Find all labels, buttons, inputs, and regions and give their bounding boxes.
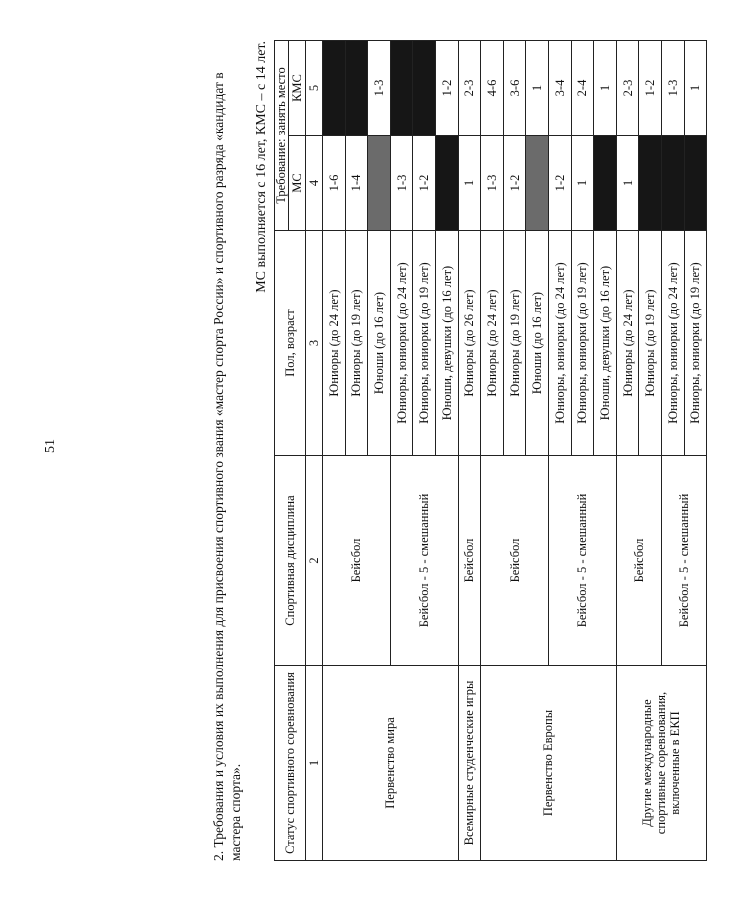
ms-place-cell: 1	[458, 136, 481, 231]
ms-place-cell: 1-2	[503, 136, 526, 231]
ms-place-cell	[639, 136, 662, 231]
col-number-discipline: 2	[306, 456, 323, 666]
kms-place-cell: 1-2	[435, 41, 458, 136]
ms-place-cell	[368, 136, 391, 231]
kms-place-cell	[413, 41, 436, 136]
status-cell: Первенство Европы	[481, 666, 617, 861]
kms-place-cell: 3-4	[548, 41, 571, 136]
age-requirement-note: МС выполняется с 16 лет, КМС – с 14 лет.	[254, 41, 269, 293]
kms-place-cell: 3-6	[503, 41, 526, 136]
header-kms: КМС	[289, 41, 306, 136]
document-sheet	[210, 41, 730, 861]
ms-place-cell: 1	[616, 136, 639, 231]
header-requirement: Требование: занять место	[275, 41, 289, 231]
kms-place-cell: 1-2	[639, 41, 662, 136]
age-cell: Юноши (до 16 лет)	[368, 231, 391, 456]
kms-place-cell: 2-3	[616, 41, 639, 136]
ms-place-cell: 1-3	[390, 136, 413, 231]
ms-place-cell: 1-2	[413, 136, 436, 231]
ms-place-cell	[661, 136, 684, 231]
section-heading: 2. Требования и условия их выполнения для присвоения спортивного звания «мастер спорта России» и спортивного разряда «кандидат в мастера спорта».	[211, 72, 243, 861]
kms-place-cell	[390, 41, 413, 136]
age-cell: Юноши, девушки (до 16 лет)	[435, 231, 458, 456]
age-cell: Юниоры, юниорки (до 19 лет)	[413, 231, 436, 456]
age-cell: Юниоры (до 24 лет)	[481, 231, 504, 456]
discipline-cell: Бейсбол	[616, 456, 661, 666]
age-cell: Юниоры (до 24 лет)	[323, 231, 346, 456]
header-ms: МС	[289, 136, 306, 231]
col-number-ms: 4	[306, 136, 323, 231]
status-cell: Всемирные студенческие игры	[458, 666, 481, 861]
age-cell: Юноши (до 16 лет)	[526, 231, 549, 456]
age-cell: Юниоры, юниорки (до 19 лет)	[684, 231, 707, 456]
age-cell: Юниоры, юниорки (до 19 лет)	[571, 231, 594, 456]
col-number-age: 3	[306, 231, 323, 456]
page-number: 51	[43, 439, 58, 453]
requirements-table	[274, 40, 707, 861]
kms-place-cell: 2-4	[571, 41, 594, 136]
kms-place-cell: 1	[684, 41, 707, 136]
discipline-cell: Бейсбол	[481, 456, 549, 666]
discipline-cell: Бейсбол - 5 - смешанный	[661, 456, 706, 666]
age-cell: Юниоры (до 19 лет)	[503, 231, 526, 456]
age-cell: Юниоры (до 19 лет)	[639, 231, 662, 456]
status-cell: Другие международные спортивные соревнования, включенные в ЕКП	[616, 666, 706, 861]
kms-place-cell	[323, 41, 346, 136]
discipline-cell: Бейсбол - 5 - смешанный	[390, 456, 458, 666]
header-age: Пол, возраст	[275, 231, 306, 456]
discipline-cell: Бейсбол	[323, 456, 391, 666]
col-number-kms: 5	[306, 41, 323, 136]
age-cell: Юноши, девушки (до 16 лет)	[594, 231, 617, 456]
ms-place-cell: 1-6	[323, 136, 346, 231]
ms-place-cell: 1	[571, 136, 594, 231]
age-cell: Юниоры, юниорки (до 24 лет)	[390, 231, 413, 456]
ms-place-cell	[684, 136, 707, 231]
age-cell: Юниоры (до 19 лет)	[345, 231, 368, 456]
status-cell: Первенство мира	[323, 666, 459, 861]
age-cell: Юниоры, юниорки (до 24 лет)	[661, 231, 684, 456]
kms-place-cell: 1-3	[661, 41, 684, 136]
discipline-cell: Бейсбол	[458, 456, 481, 666]
kms-place-cell: 1-3	[368, 41, 391, 136]
kms-place-cell	[345, 41, 368, 136]
kms-place-cell: 1	[594, 41, 617, 136]
ms-place-cell: 1-4	[345, 136, 368, 231]
age-cell: Юниоры, юниорки (до 24 лет)	[548, 231, 571, 456]
age-cell: Юниоры (до 26 лет)	[458, 231, 481, 456]
kms-place-cell: 1	[526, 41, 549, 136]
kms-place-cell: 2-3	[458, 41, 481, 136]
ms-place-cell	[594, 136, 617, 231]
kms-place-cell: 4-6	[481, 41, 504, 136]
ms-place-cell	[526, 136, 549, 231]
age-cell: Юниоры (до 24 лет)	[616, 231, 639, 456]
col-number-status: 1	[306, 666, 323, 861]
ms-place-cell: 1-2	[548, 136, 571, 231]
ms-place-cell	[435, 136, 458, 231]
discipline-cell: Бейсбол - 5 - смешанный	[548, 456, 616, 666]
header-status: Статус спортивного соревнования	[275, 666, 306, 861]
header-discipline: Спортивная дисциплина	[275, 456, 306, 666]
ms-place-cell: 1-3	[481, 136, 504, 231]
